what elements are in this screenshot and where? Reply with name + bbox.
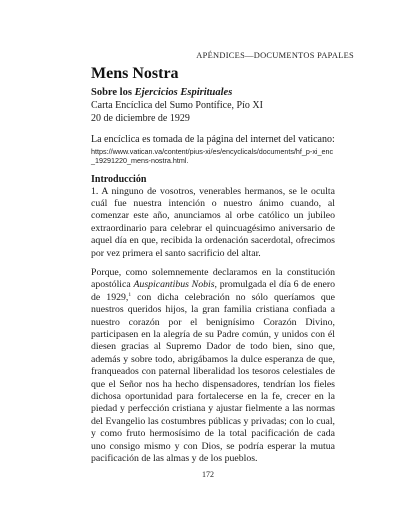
page-content [91,64,335,465]
page-number: 172 [202,470,214,479]
meta-author-line: Carta Encíclica del Sumo Pontífice, Pío XI [91,100,263,111]
document-subtitle [91,86,335,99]
meta-date-line: 20 de diciembre de 1929 [91,113,190,124]
document-meta [91,99,335,125]
paragraph-1: 1. A ninguno de vosotros, venerables hermanos, se le oculta cuál fue nuestra intención o nuestro ánimo cuando, al comenzar este año, anunciamos al orbe católico un jubileo extraordinario para celebrar el quincuagésimo aniversario de aquel día en que, recibida la ordenación sacerdotal, ofrecimos por vez primera el santo sacrificio del altar. [91,185,335,259]
subtitle-emphasis: Ejercicios Espirituales [134,87,233,98]
paragraph-2-emphasis: Auspicantibus Nobis [133,279,215,291]
source-note [91,134,335,166]
paragraph-2-part-b: , promulgada el día 6 de enero de 1929, [91,279,335,303]
source-text: La encíclica es tomada de la página del internet del vaticano: [91,134,335,145]
running-head: APÉNDICES—DOCUMENTOS PAPALES [196,51,354,60]
source-url: https://www.vatican.va/content/pius-xi/es/encyclicals/documents/hf_p-xi_enc_19291220_mens-nostra.html. [91,146,334,165]
document-title: Mens Nostra [91,65,179,82]
subtitle-prefix: Sobre los [91,87,135,98]
paragraph-2 [91,267,335,466]
section-heading: Introducción [91,173,147,185]
paragraph-2-part-c: con dicha celebración no sólo queríamos que nuestros queridos hijos, la gran familia cristiana confiada a nuestro corazón por el benignísimo Corazón Divino, participasen en la alegría de su Padre común, y unidos con él diesen gracias al Supremo Dador de todo bien, sino que, además y sobre todo, abrigábamos la dulce esperanza de que, franqueados con paternal liberalidad los tesoros celestiales de que el Señor nos ha hecho dispensadores, tendrían los fieles dichosa oportunidad para fortalecerse en la fe, crecer en la piedad y perfección cristiana y ajustar fielmente a las normas del Evangelio las costumbres públicas y privadas; con lo cual, y como fruto hermosísimo de la total pacificación de cada uno consigo mismo y con Dios, se podría esperar la mutua pacificación de las almas y de los pueblos. [91,291,335,465]
footnote-marker: 1 [128,291,132,298]
paragraph-2-part-a: Porque, como solemnemente declaramos en la constitución apostólica [91,266,335,291]
